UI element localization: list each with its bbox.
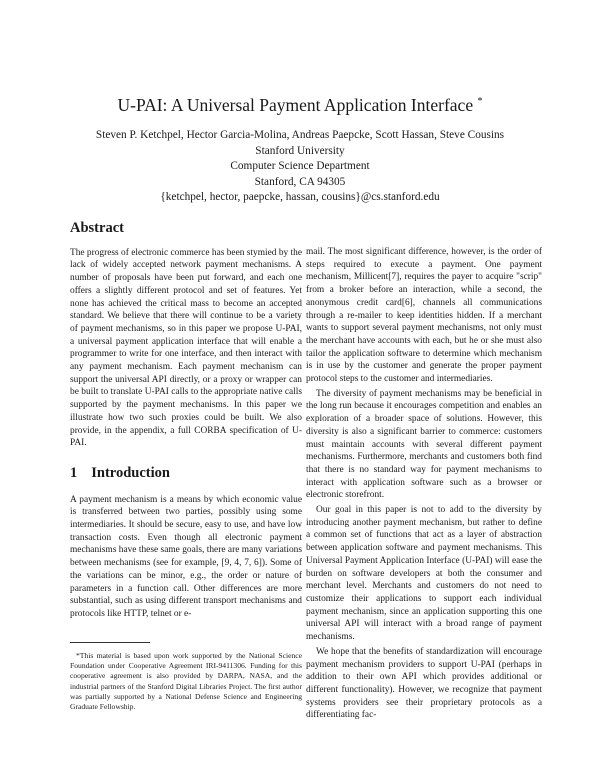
paper-title: U-PAI: A Universal Payment Application Interface * bbox=[117, 95, 483, 115]
author-emails: {ketchpel, hector, paepcke, hassan, cousins}@cs.stanford.edu bbox=[160, 191, 440, 203]
right-column bbox=[306, 246, 542, 722]
abstract-heading: Abstract bbox=[70, 220, 124, 236]
abstract-text: The progress of electronic commerce has been stymied by the lack of widely accepted network payment mechanisms. A number of proposals have been put forward, and each one offers a slightly different protocol and set of features. Yet none has achieved the critical mass to become an accepted standard. We believe that there will continue to be a variety of payment mechanisms, so in this paper we propose U-PAI, a universal payment application interface that will enable a programmer to write for one interface, and then interact with any payment mechanism. Each payment mechanism can support the universal API directly, or a proxy or wrapper can be built to translate U-PAI calls to the appropriate native calls supported by the payment mechanisms. In this paper we illustrate how two such proxies could be built. We also provide, in the appendix, a full CORBA specification of U-PAI. bbox=[70, 247, 302, 449]
right-paragraph-3: Our goal in this paper is not to add to the diversity by introducing another payment mechanism, but rather to define a common set of functions that act as a layer of abstraction between application software and payment mechanisms. This Universal Payment Application Interface (U-PAI) will ease the burden on software developers at both the consumer and merchant level. Merchants and customers do not need to customize their applications to support each individual payment mechanism, since an application supporting this one universal API will interact with a broad range of payment mechanisms. bbox=[306, 505, 542, 643]
author-block bbox=[0, 128, 600, 206]
right-paragraph-2: The diversity of payment mechanisms may be beneficial in the long run because it encourages competition and enables an exploration of a broader space of solutions. However, this diversity is also a significant barrier to commerce: customers must maintain accounts with several different payment mechanisms. Furthermore, merchants and customers both find that there is no standard way for payment mechanisms to interact with application software such as a browser or electronic storefront. bbox=[306, 388, 542, 501]
author-list: Steven P. Ketchpel, Hector Garcia-Molina, Andreas Paepcke, Scott Hassan, Steve Cousins bbox=[95, 129, 505, 141]
right-paragraph-4: We hope that the benefits of standardization will encourage payment mechanism providers to support U-PAI (perhaps in addition to their own API which provides additional or different functionality). However, we recognize that payment systems providers see their proprietary protocols as a differentiating fac- bbox=[306, 646, 542, 721]
section-number: 1 bbox=[70, 464, 78, 481]
title-footnote-mark: * bbox=[477, 96, 483, 108]
right-paragraph-1: mail. The most significant difference, however, is the order of steps required to execute a payment. One payment mechanism, Millicent[7], requires the payer to acquire "scrip" from a broker before an interaction, while a second, the anonymous credit card[6], channels all communications through a re-mailer to keep identities hidden. If a merchant wants to support several payment mechanisms, not only must the merchant have accounts with each, but he or she must also tailor the application software to determine which mechanism is in use by the customer and generate the proper payment protocol steps to the customer and intermediaries. bbox=[306, 247, 542, 385]
left-column bbox=[70, 222, 302, 621]
affiliation-department: Computer Science Department bbox=[230, 160, 370, 172]
footnote-rule bbox=[70, 642, 150, 643]
intro-paragraph: A payment mechanism is a means by which economic value is transferred between two parties, possibly using some intermediaries. It should be secure, easy to use, and have low transaction costs. Even though all electronic payment mechanisms have these same goals, there are many variations between mechanisms (see for example, [9, 4, 7, 6]). Some of the variations can be minor, e.g., the order or nature of parameters in a function call. Other differences are more substantial, such as using different transport mechanisms and protocols like HTTP, telnet or e- bbox=[70, 494, 302, 619]
introduction-heading: 1 Introduction bbox=[70, 464, 170, 481]
footnote bbox=[70, 642, 302, 712]
footnote-text: *This material is based upon work supported by the National Science Foundation under Cooperative Agreement IRI-9411306. Funding for this cooperative agreement is also provided by DARPA, NASA, and the industrial partners of the Stanford Digital Libraries Project. The first author was partially supported by a National Defense Science and Engineering Graduate Fellowship. bbox=[70, 651, 302, 712]
affiliation-address: Stanford, CA 94305 bbox=[254, 175, 346, 188]
affiliation-university: Stanford University bbox=[255, 144, 345, 157]
